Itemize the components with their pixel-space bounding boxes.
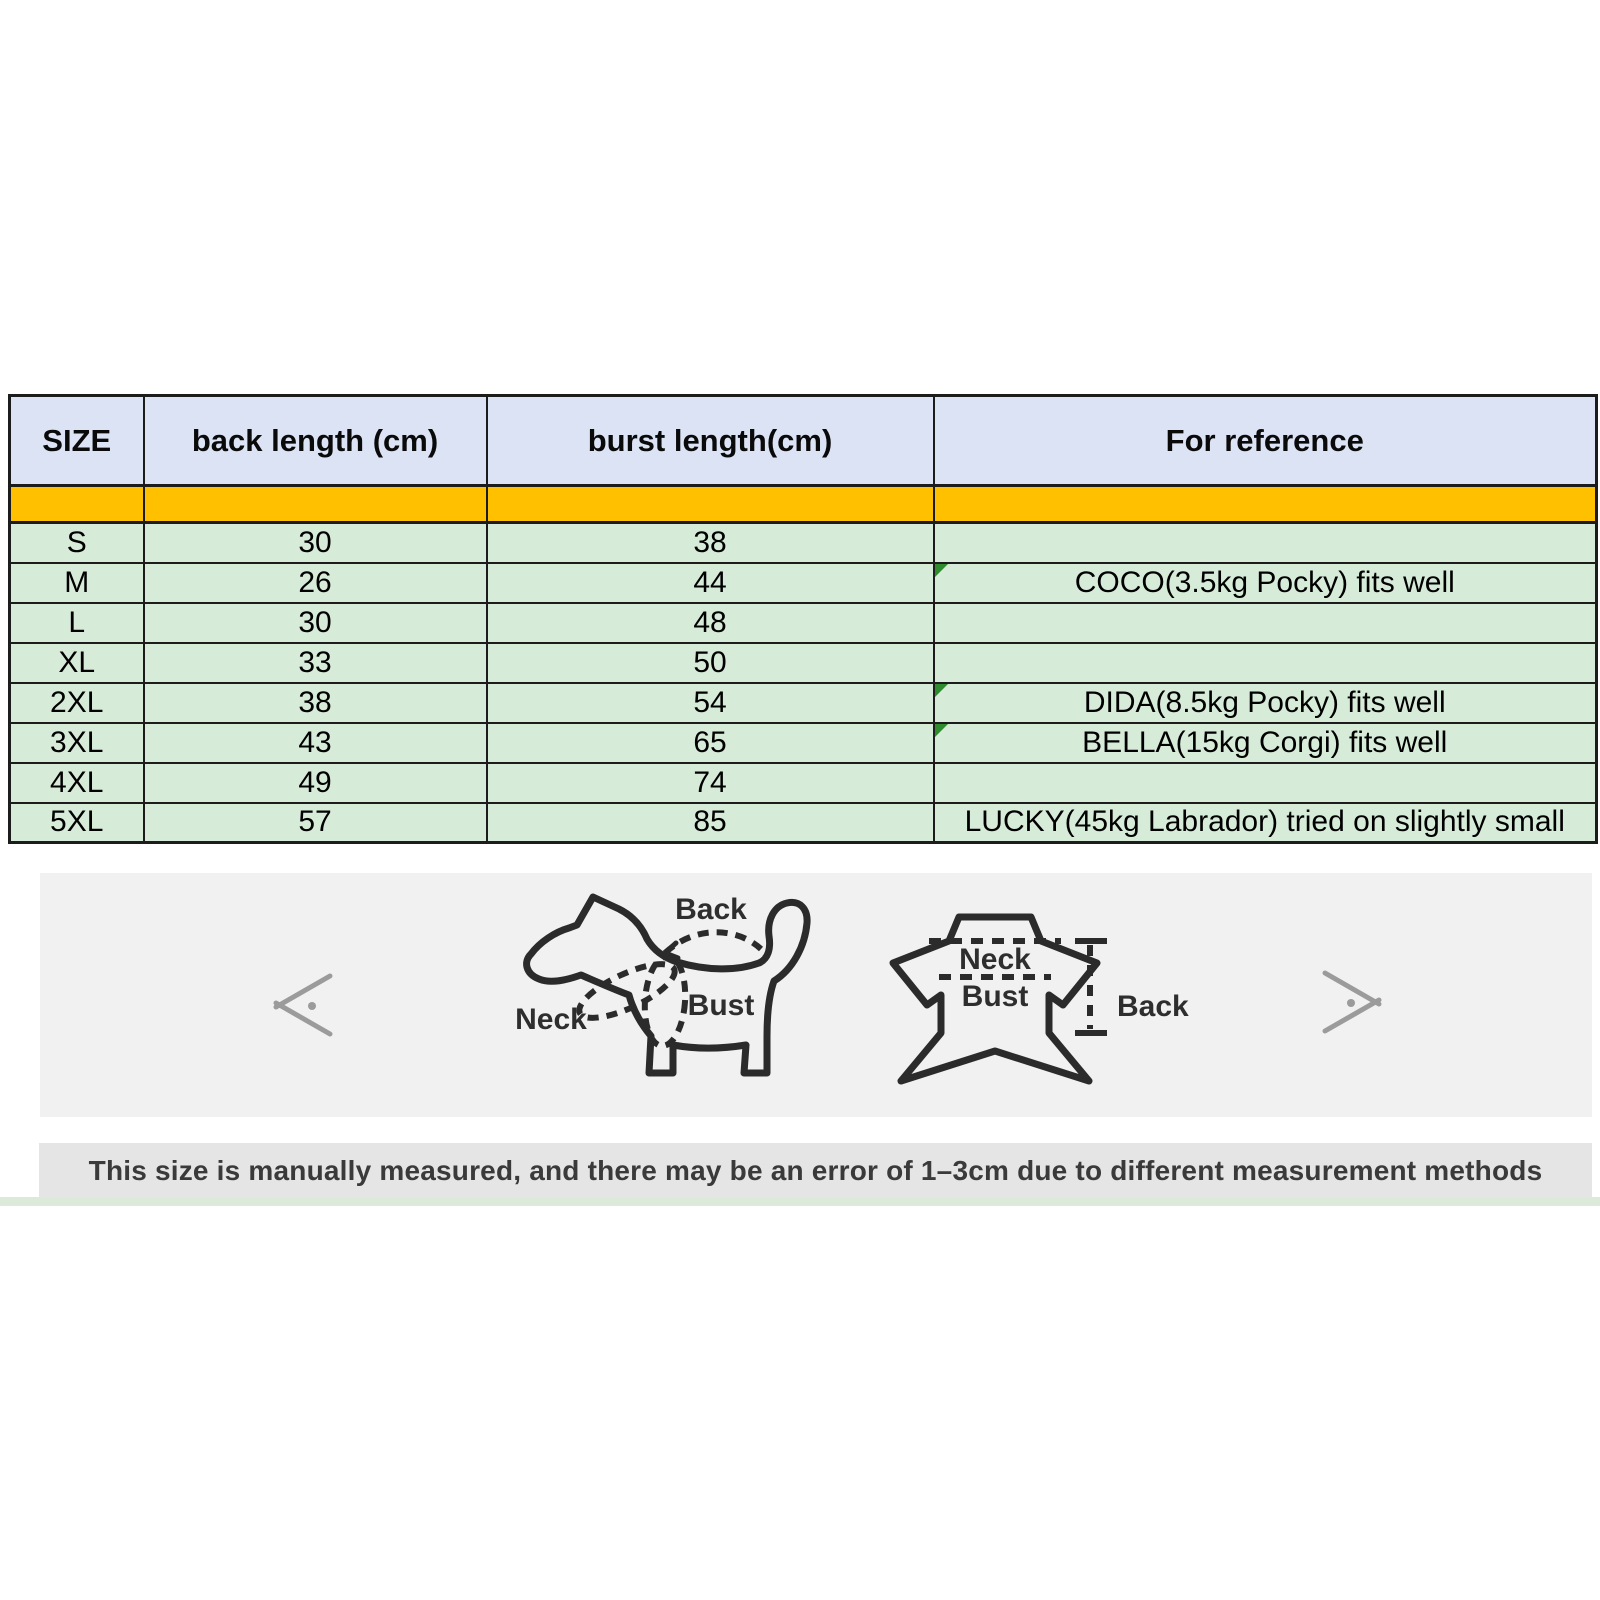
dog-bust-label: Bust [687, 989, 755, 1022]
dog-back-measure-line [665, 932, 761, 953]
burst-length-cell: 85 [487, 803, 934, 843]
burst-length-cell: 74 [487, 763, 934, 803]
highlight-cell [487, 486, 934, 523]
chevron-left-icon[interactable] [276, 976, 330, 1034]
table-row-3xl [10, 723, 1597, 763]
measurement-diagram-svg [40, 873, 1592, 1117]
column-header-size: SIZE [10, 396, 144, 486]
back-length-cell: 26 [144, 563, 487, 603]
reference-text: BELLA(15kg Corgi) fits well [1082, 725, 1448, 759]
measurement-diagram-strip [40, 873, 1592, 1117]
size-cell: 2XL [10, 683, 144, 723]
highlight-row [10, 486, 1597, 523]
size-cell: 5XL [10, 803, 144, 843]
reference-cell: LUCKY(45kg Labrador) tried on slightly small [934, 803, 1597, 843]
dog-back-label: Back [675, 893, 747, 926]
garment-measurement-diagram [893, 917, 1189, 1081]
dog-measurement-diagram [515, 893, 807, 1073]
garment-back-label: Back [1117, 990, 1189, 1023]
size-chart-table [8, 394, 1598, 844]
reference-cell [934, 643, 1597, 683]
size-cell: 4XL [10, 763, 144, 803]
reference-cell [934, 723, 1597, 763]
highlight-cell [144, 486, 487, 523]
column-header-burst-length: burst length(cm) [487, 396, 934, 486]
reference-cell [934, 763, 1597, 803]
reference-text: DIDA(8.5kg Pocky) fits well [1083, 685, 1446, 719]
size-cell: M [10, 563, 144, 603]
burst-length-cell: 54 [487, 683, 934, 723]
size-cell: S [10, 523, 144, 563]
reference-cell [934, 683, 1597, 723]
cell-corner-marker [935, 564, 948, 577]
garment-neck-label: Neck [959, 943, 1031, 976]
reference-cell [934, 523, 1597, 563]
reference-text: COCO(3.5kg Pocky) fits well [1074, 565, 1455, 599]
back-length-cell: 43 [144, 723, 487, 763]
reference-cell [934, 563, 1597, 603]
table-row-l [10, 603, 1597, 643]
table-row-m [10, 563, 1597, 603]
table-row-s [10, 523, 1597, 563]
size-cell: 3XL [10, 723, 144, 763]
table-row-xl [10, 643, 1597, 683]
column-header-back-length: back length (cm) [144, 396, 487, 486]
back-length-cell: 38 [144, 683, 487, 723]
column-header-reference: For reference [934, 396, 1597, 486]
cell-corner-marker [935, 724, 948, 737]
back-length-cell: 33 [144, 643, 487, 683]
back-length-cell: 49 [144, 763, 487, 803]
table-row-2xl [10, 683, 1597, 723]
disclaimer-bar [39, 1143, 1592, 1198]
size-cell: L [10, 603, 144, 643]
dog-neck-label: Neck [515, 1003, 587, 1036]
table-row-5xl [10, 803, 1597, 843]
bottom-green-sliver [0, 1197, 1600, 1206]
size-cell: XL [10, 643, 144, 683]
burst-length-cell: 50 [487, 643, 934, 683]
burst-length-cell: 44 [487, 563, 934, 603]
disclaimer-text: This size is manually measured, and there may be an error of 1–3cm due to different measurement methods [88, 1154, 1543, 1186]
table-header-row [10, 396, 1597, 486]
chevron-right-icon[interactable] [1325, 973, 1379, 1031]
table-row-4xl [10, 763, 1597, 803]
back-length-cell: 30 [144, 523, 487, 563]
burst-length-cell: 38 [487, 523, 934, 563]
reference-cell [934, 603, 1597, 643]
highlight-cell [934, 486, 1597, 523]
back-length-cell: 57 [144, 803, 487, 843]
garment-bust-label: Bust [961, 980, 1029, 1013]
highlight-cell [10, 486, 144, 523]
burst-length-cell: 48 [487, 603, 934, 643]
burst-length-cell: 65 [487, 723, 934, 763]
back-length-cell: 30 [144, 603, 487, 643]
cell-corner-marker [935, 684, 948, 697]
